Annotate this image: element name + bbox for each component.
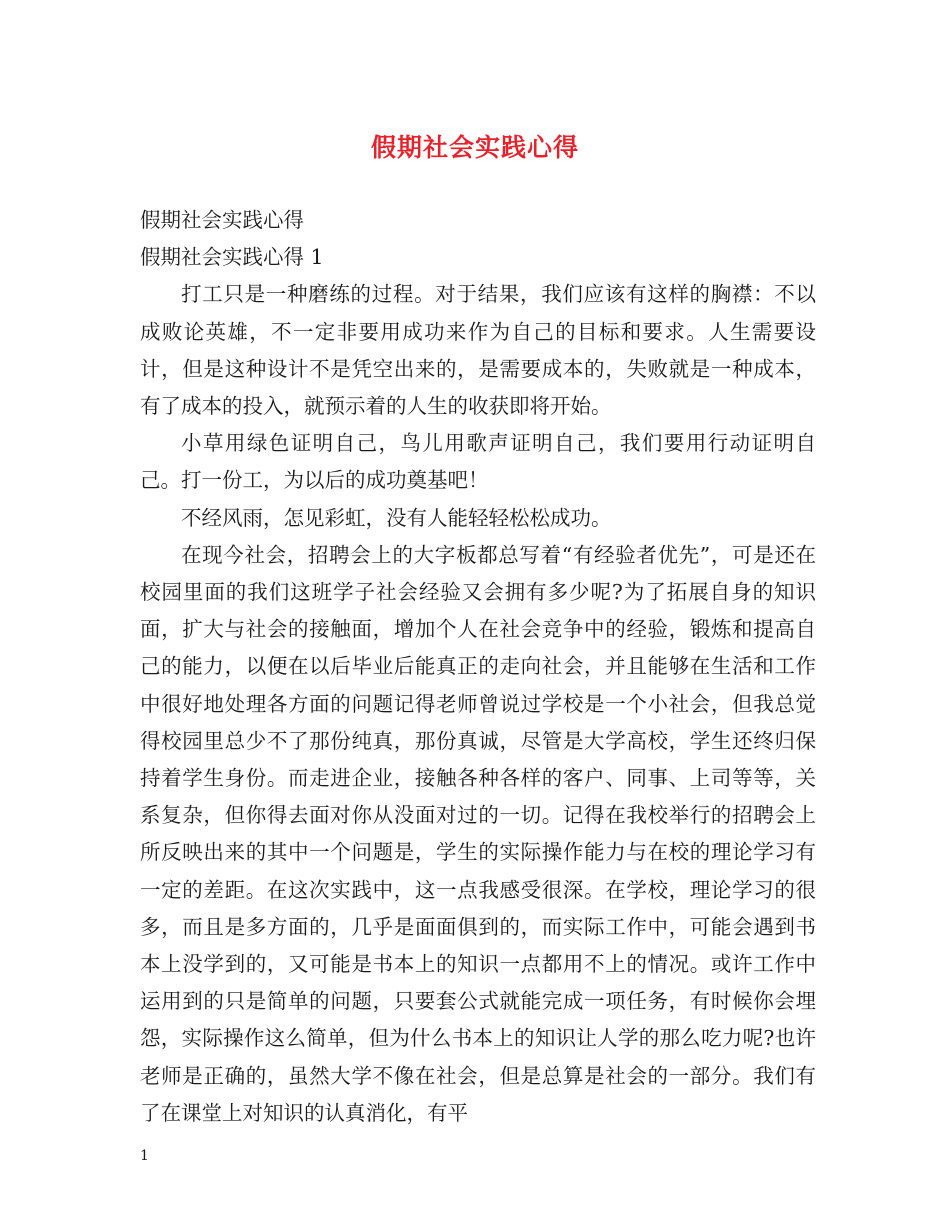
section-subheading: 假期社会实践心得 1 — [140, 245, 324, 270]
page-number: 1 — [140, 1148, 149, 1164]
section-heading: 假期社会实践心得 — [140, 208, 304, 232]
document-body — [140, 202, 816, 1132]
paragraph-4: 在现今社会，招聘会上的大字板都总写着“有经验者优先”，可是还在校园里面的我们这班学子社会经验又会拥有多少呢?为了拓展自身的知识面，扩大与社会的接触面，增加个人在社会竞争中的经验，锻炼和提高自己的能力，以便在以后毕业后能真正的走向社会，并且能够在生活和工作中很好地处理各方面的问题记得老师曾说过学校是一个小社会，但我总觉得校园里总少不了那份纯真，那份真诚，尽管是大学高校，学生还终归保持着学生身份。而走进企业，接触各种各样的客户、同事、上司等等，关系复杂，但你得去面对你从没面对过的一切。记得在我校举行的招聘会上所反映出来的其中一个问题是，学生的实际操作能力与在校的理论学习有一定的差距。在这次实践中，这一点我感受很深。在学校，理论学习的很多，而且是多方面的，几乎是面面俱到的，而实际工作中，可能会遇到书本上没学到的，又可能是书本上的知识一点都用不上的情况。或许工作中运用到的只是简单的问题，只要套公式就能完成一项任务，有时候你会埋怨，实际操作这么简单，但为什么书本上的知识让人学的那么吃力呢?也许老师是正确的，虽然大学不像在社会，但是总算是社会的一部分。我们有了在课堂上对知识的认真消化，有平 — [140, 542, 816, 1125]
document-title: 假期社会实践心得 — [370, 133, 579, 162]
paragraph-3: 不经风雨，怎见彩虹，没有人能轻轻松松成功。 — [181, 505, 612, 530]
paragraph-1: 打工只是一种磨练的过程。对于结果，我们应该有这样的胸襟：不以成败论英雄，不一定非要用成功来作为自己的目标和要求。人生需要设计，但是这种设计不是凭空出来的，是需要成本的，失败就是一种成本，有了成本的投入，就预示着的人生的收获即将开始。 — [140, 282, 816, 419]
paragraph-2: 小草用绿色证明自己，鸟儿用歌声证明自己，我们要用行动证明自己。打一份工，为以后的成功奠基吧！ — [140, 431, 816, 493]
